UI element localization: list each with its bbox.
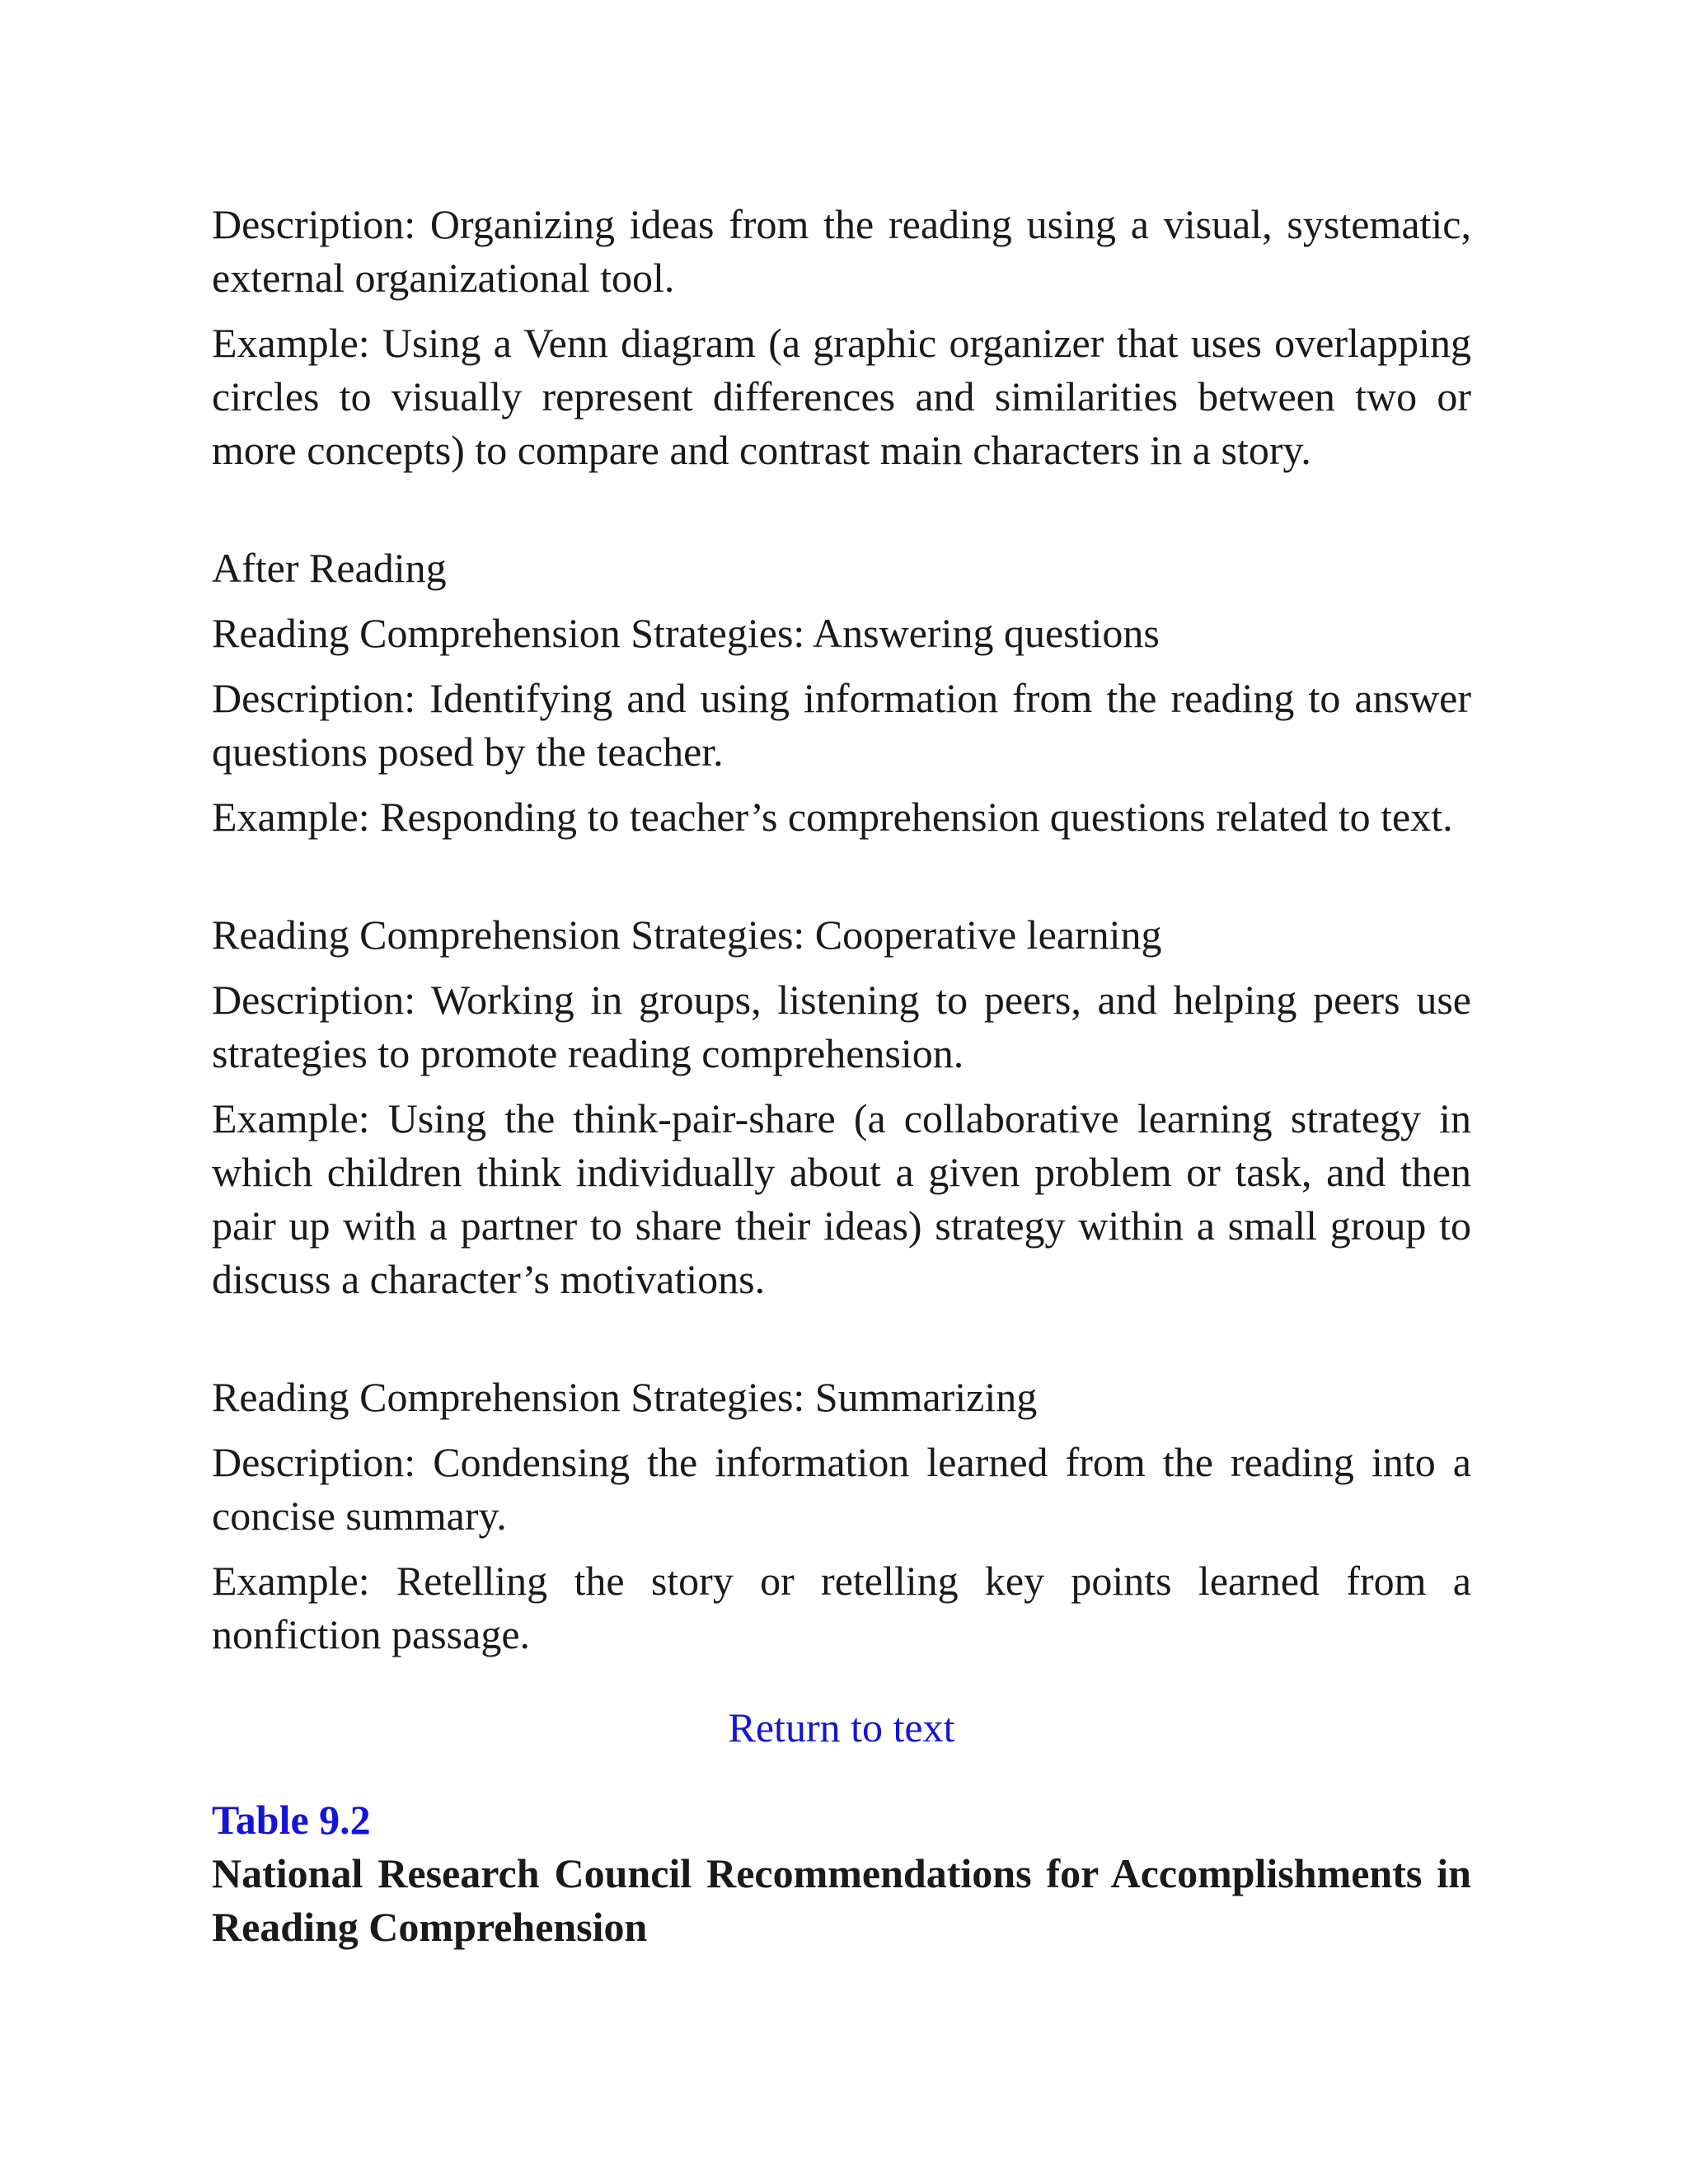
answering-strategy-heading: Reading Comprehension Strategies: Answering questions bbox=[212, 610, 1160, 656]
table-title: National Research Council Recommendations for Accomplishments in Reading Comprehension bbox=[212, 1850, 1471, 1950]
answering-description: Description: Identifying and using information from the reading to answer questions posed by the teacher. bbox=[212, 675, 1471, 775]
organizing-description: Description: Organizing ideas from the reading using a visual, systematic, external organizational tool. bbox=[212, 201, 1471, 301]
summarizing-strategy-heading: Reading Comprehension Strategies: Summarizing bbox=[212, 1374, 1038, 1420]
document-page bbox=[212, 198, 1471, 1954]
summarizing-example: Example: Retelling the story or retelling key points learned from a nonfiction passage. bbox=[212, 1558, 1471, 1657]
summarizing-description: Description: Condensing the information learned from the reading into a concise summary. bbox=[212, 1439, 1471, 1539]
cooperative-description: Description: Working in groups, listening to peers, and helping peers use strategies to promote reading comprehension. bbox=[212, 977, 1471, 1076]
after-reading-heading: After Reading bbox=[212, 545, 447, 591]
table-label-link[interactable]: Table 9.2 bbox=[212, 1797, 371, 1843]
answering-example: Example: Responding to teacher’s comprehension questions related to text. bbox=[212, 794, 1453, 840]
cooperative-example: Example: Using the think-pair-share (a collaborative learning strategy in which children think individually about a given problem or task, and then pair up with a partner to share their ideas) strategy within a small group to discuss a character’s motivations. bbox=[212, 1095, 1471, 1302]
return-to-text-link[interactable]: Return to text bbox=[728, 1704, 955, 1750]
organizing-example: Example: Using a Venn diagram (a graphic organizer that uses overlapping circles to visually represent differences and similarities between two or more concepts) to compare and contrast main characters in a story. bbox=[212, 320, 1471, 473]
cooperative-strategy-heading: Reading Comprehension Strategies: Cooperative learning bbox=[212, 912, 1162, 958]
